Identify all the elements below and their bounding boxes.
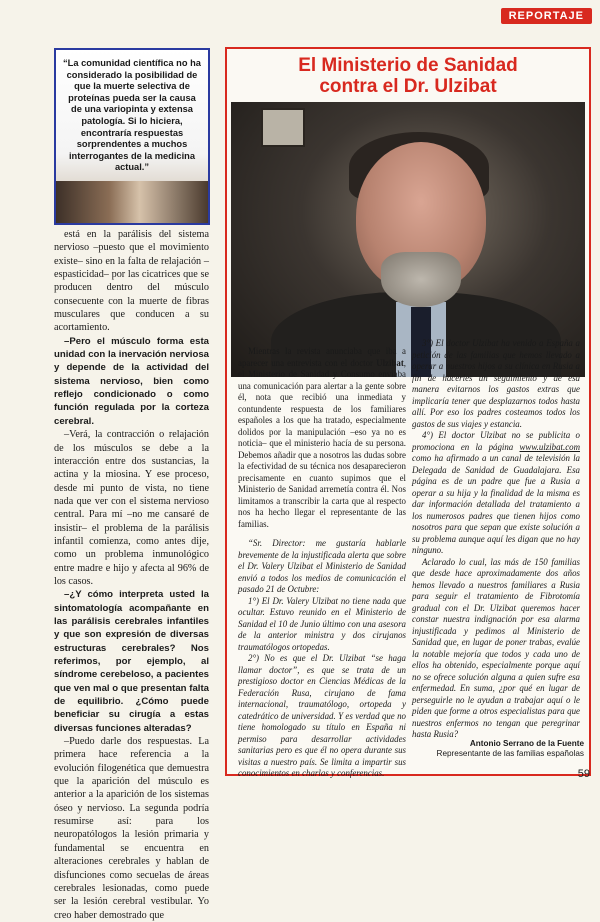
- letter-point-3: 3°) El doctor Ulzibat ha venido a España a petición de las familias que hemos llevado a operar a nuestros hijos a su clínica en Rusia a fin de hacerles un seguimiento y de esa manera evitarnos los gastos extras que implicaría tener que desplazarnos todos hasta allí. Por eso los padres costeamos todos los gastos de sus viajes y estancia.: [412, 338, 580, 429]
- sidebar-column-2: [412, 338, 580, 741]
- left-paragraph-1: está en la parálisis del sistema nervioso –puesto que el movimiento existe– sino en la falta de relajación –espasticidad– por las cicatrices que se producen dentro del músculo consecuente con la muerte de fibras musculares que conducen a su acortamiento.: [54, 229, 209, 334]
- sidebar-headline: [227, 55, 589, 97]
- point4-text-a: 4°) El doctor Ulzibat no se publicita o promociona en la página: [412, 430, 580, 452]
- intro-name: Ulzibat: [376, 357, 404, 368]
- intro-text-b: , el Ministerio de Sanidad y Consumo enviaba una comunicación para alertar a la gente sobre él, nota que recibió una inmediata y contundente respuesta de los familiares españoles a los que ha tratado, especialmente dolidos por la manipulación –eso ya no es noticia– que el ministerio hacía de su persona. Debemos añadir que a nosotros las dudas sobre la efectividad de su técnica nos desaparecieron precisamente en cuanto supimos que el Ministerio de Sanidad arremetía contra él. Nos limitamos a transcribir la carta que al respecto nos ha hecho llegar el representante de las familias.: [238, 357, 406, 529]
- photo-background-frame: [261, 108, 305, 147]
- left-paragraph-2: –Verá, la contracción o relajación de los músculos se debe a la interacción entre dos sustancias, la actina y la miosina. Y ese proceso, desde mi punto de vista, no tiene nada que ver con el sistema nervioso central. Para mí –no me cansaré de insistir– el problema de la parálisis infantil comienza, como antes dije, como un problema inmunológico entre madre e hijo y afecta al 96% de los casos.: [54, 429, 209, 587]
- left-column: [54, 228, 209, 922]
- website-link[interactable]: www.ulzibat.com: [519, 441, 580, 452]
- sidebar-column-1: [238, 346, 406, 780]
- pull-quote-box: [54, 48, 210, 225]
- section-tag: REPORTAJE: [501, 8, 592, 24]
- headline-line-2: contra el Dr. Ulzibat: [319, 76, 497, 97]
- letter-conclusion: Aclarado lo cual, las más de 150 familias que desde hace aproximadamente dos años hemos llevado a nuestros familiares a Rusia para seguir el tratamiento de Fibrotomía gradual con el Dr. Ulzibat queremos hacer constar nuestra indignación por esa alarma injustificada y pedimos al Ministerio de Sanidad que, en lugar de poner trabas, evalúe la notable mejoría que todos y cada uno de ellos ha obtenido, especialmente porque aquí no se ofrece solución alguna a quien sufre esa enfermedad. En suma, ¿por qué en lugar de perseguirle no le ayudan a trabajar aquí o le piden que forme a otros especialistas para que nuestros enfermos no tengan que peregrinar hasta Rusia?: [412, 556, 580, 739]
- left-paragraph-3: –Puedo darle dos respuestas. La primera hace referencia a la evolución filogenética que demuestra que la aparición del músculo es anterior a la aparición de los sistemas óseo y nervioso. La segunda podría resumirse así: para los neuropatólogos la lesión primaria y fundamental se encuentra en alteraciones cerebrales y hablan de disfunciones como secuelas de áreas cerebrales lesionadas, como puede ser la lesión cerebral vestibular. Yo creo haber demostrado que: [54, 736, 209, 921]
- point4-text-b: como ha afirmado a un canal de televisión la Delegada de Sanidad de Guadalajara. Esa página es de un padre que fue a Rusia a operar a su hija y la finalidad de la misma es dar información detallada del tratamiento a los numerosos padres que tienen hijos como nosotros para que sepan que existe solución a su problema aunque aquí les digan que no hay ninguno.: [412, 453, 580, 555]
- letter-point-2: 2°) No es que el Dr. Ulzibat “se haga llamar doctor”, es que se trata de un prestigioso doctor en Ciencias Médicas de la Federación Rusa, cirujano de fama internacional, traumatólogo, ortopeda y catedrático de universidad. Y es verdad que no tiene homologado su título en España ni permiso para desarrollar actividades sanitarias pero es que él no opera durante sus visitas a nuestro país. Se limita a impartir sus conocimientos en charlas y conferencias.: [238, 653, 406, 778]
- photo-beard: [381, 252, 461, 307]
- headline-line-1: El Ministerio de Sanidad: [298, 55, 518, 76]
- sidebar-intro: [238, 346, 406, 530]
- letter-opening: “Sr. Director: me gustaría hablarle brevemente de la injustificada alerta que sobre el Dr. Valery Ulzibat el Ministerio de Sanidad envió a todos los medios de comunicación el pasado 21 de Octubre:: [238, 538, 406, 594]
- signature-name: Antonio Serrano de la Fuente: [469, 739, 584, 748]
- signature: [412, 739, 584, 760]
- intro-text-a: Mientras la revista anunciaba que iba a aparecer una entrevista con el doctor: [238, 346, 406, 368]
- pull-quote-text: “La comunidad científica no ha considerado la posibilidad de que la muerte selectiva de proteínas pueda ser la causa de una variopinta y extensa patología. Si lo hiciera, encontraría respuestas sorprendentes a muchos interrogantes de la medicina actual.”: [63, 58, 201, 173]
- letter-point-1: 1°) El Dr. Valery Ulzibat no tiene nada que ocultar. Estuvo reunido en el Ministerio de Sanidad el 10 de Junio último con una asesora de la anterior ministra y dos cirujanos traumatólogos ortopedas.: [238, 595, 406, 652]
- signature-role: Representante de las familias españolas: [436, 749, 584, 759]
- page-number: 59: [577, 768, 590, 780]
- left-question-1: –Pero el músculo forma esta unidad con la inervación nerviosa y depende de la actividad del sistema nervioso, bien como reflejo condicionado o como función regulada por la corteza cerebral.: [54, 335, 209, 427]
- pull-quote-image: [56, 181, 208, 223]
- letter-point-4: [412, 430, 580, 557]
- portrait-photo: [231, 102, 585, 377]
- left-question-2: –¿Y cómo interpreta usted la sintomatología acompañante en las parálisis cerebrales infantiles y que son expresión de diversas estructuras cerebrales? Nos referimos, por ejemplo, al síndrome cerebeloso, a pacientes que ven mal o que presentan falta de equilibrio. ¿Cómo puede beneficiar su cirugía a estas diversas funciones alteradas?: [54, 589, 209, 734]
